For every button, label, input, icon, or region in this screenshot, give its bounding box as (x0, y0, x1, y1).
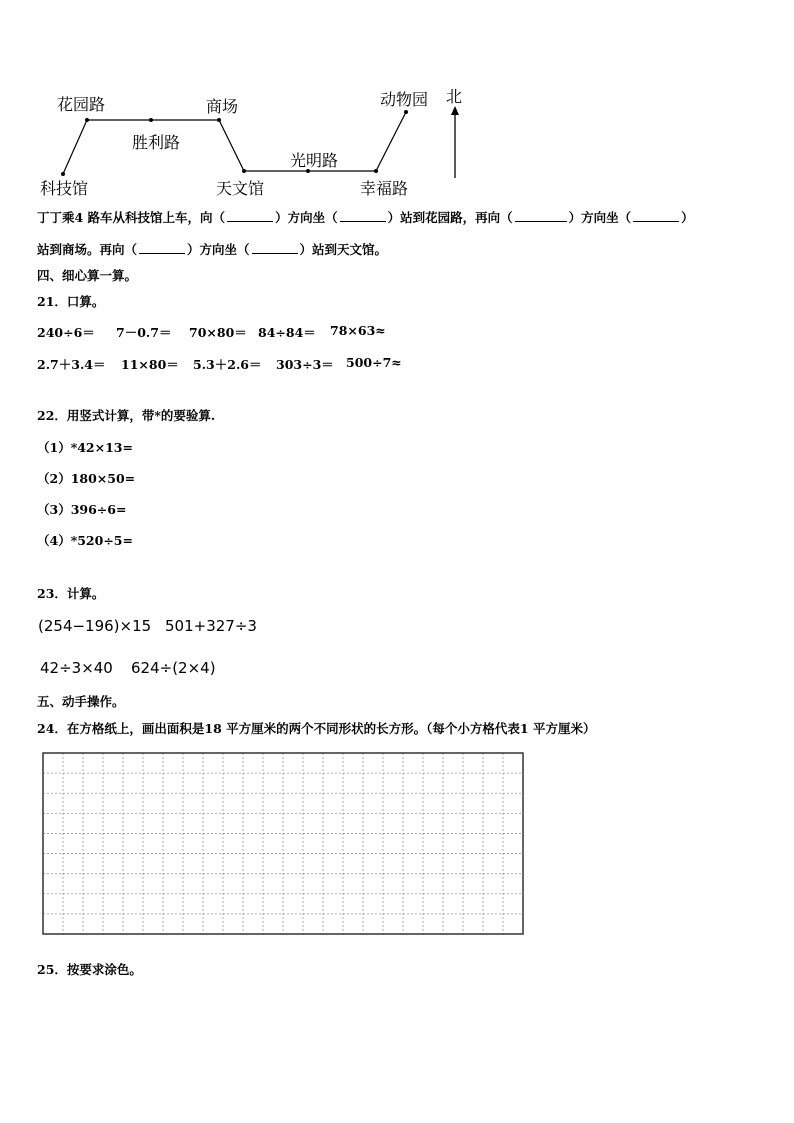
route-question-line2 (37, 240, 387, 258)
route-text: ）站到花园路，再向（ (387, 210, 513, 225)
q21-row1-item5: 78×63≈ (330, 323, 386, 338)
stop-shangchang (217, 118, 221, 122)
answer-blank[interactable] (633, 210, 679, 222)
route-text: ）方向坐（ (275, 210, 338, 225)
q24-title: 24．在方格纸上，画出面积是18 平方厘米的两个不同形状的长方形。（每个小方格代表1 平方厘米） (37, 721, 596, 736)
route-text: ） (681, 210, 694, 225)
label-tianwenguan: 天文馆 (216, 179, 265, 198)
answer-blank[interactable] (515, 210, 567, 222)
label-guangminglu: 光明路 (290, 151, 339, 170)
route-text: 站到商场。再向（ (37, 242, 138, 257)
answer-blank[interactable] (227, 210, 273, 222)
q25-title: 25．按要求涂色。 (37, 962, 142, 977)
route-text: 丁丁乘4 路车从科技馆上车，向（ (37, 210, 226, 225)
stop-huayuanlu (85, 118, 89, 122)
q22-item1: （1）*42×13= (37, 440, 133, 455)
q21-row1-item1: 240÷6＝ (37, 325, 95, 340)
label-huayuanlu: 花园路 (57, 95, 106, 114)
label-north: 北 (446, 87, 463, 106)
stop-shenglilu (149, 118, 153, 122)
answer-blank[interactable] (252, 242, 298, 254)
q21-row2-item1: 2.7＋3.4＝ (37, 357, 106, 372)
q23-expr4: 624÷(2×4) (131, 659, 216, 677)
label-xingfulu: 幸福路 (360, 179, 409, 198)
q23-title: 23．计算。 (37, 586, 105, 601)
q22-title: 22．用竖式计算，带*的要验算. (37, 408, 216, 423)
bus-route-line (63, 112, 406, 174)
q22-item3: （3）396÷6= (37, 502, 127, 517)
q21-row1-item2: 7－0.7＝ (116, 325, 172, 340)
route-text: ）方向坐（ (568, 210, 632, 225)
q21-row2-item5: 500÷7≈ (346, 355, 402, 370)
stop-dongwuyuan (404, 110, 408, 114)
q21-row1-item3: 70×80＝ (189, 325, 247, 340)
q21-row2-item4: 303÷3＝ (276, 357, 334, 372)
q21-row2-item3: 5.3＋2.6＝ (193, 357, 262, 372)
answer-blank[interactable] (139, 242, 185, 254)
label-shenglilu: 胜利路 (132, 133, 181, 152)
q23-expr1: (254−196)×15 (38, 617, 152, 635)
north-arrow-icon (451, 106, 459, 115)
q21-row2-item2: 11×80＝ (121, 357, 179, 372)
label-dongwuyuan: 动物园 (380, 90, 429, 109)
route-text: ）方向坐（ (187, 242, 250, 257)
section5-heading: 五、动手操作。 (37, 694, 125, 709)
q21-row1-item4: 84÷84＝ (258, 325, 316, 340)
label-shangchang: 商场 (206, 97, 239, 116)
route-question-line1 (37, 208, 694, 226)
q21-title: 21．口算。 (37, 294, 105, 309)
section4-heading: 四、细心算一算。 (37, 268, 138, 283)
q22-item2: （2）180×50= (37, 471, 136, 486)
answer-blank[interactable] (340, 210, 386, 222)
stop-xingfulu (374, 169, 378, 173)
q23-expr2: 501+327÷3 (165, 617, 257, 635)
stop-tianwenguan (242, 169, 246, 173)
q22-item4: （4）*520÷5= (37, 533, 133, 548)
route-text: ）站到天文馆。 (299, 242, 388, 257)
q23-expr3: 42÷3×40 (40, 659, 113, 677)
label-kejiguan: 科技馆 (40, 179, 89, 198)
